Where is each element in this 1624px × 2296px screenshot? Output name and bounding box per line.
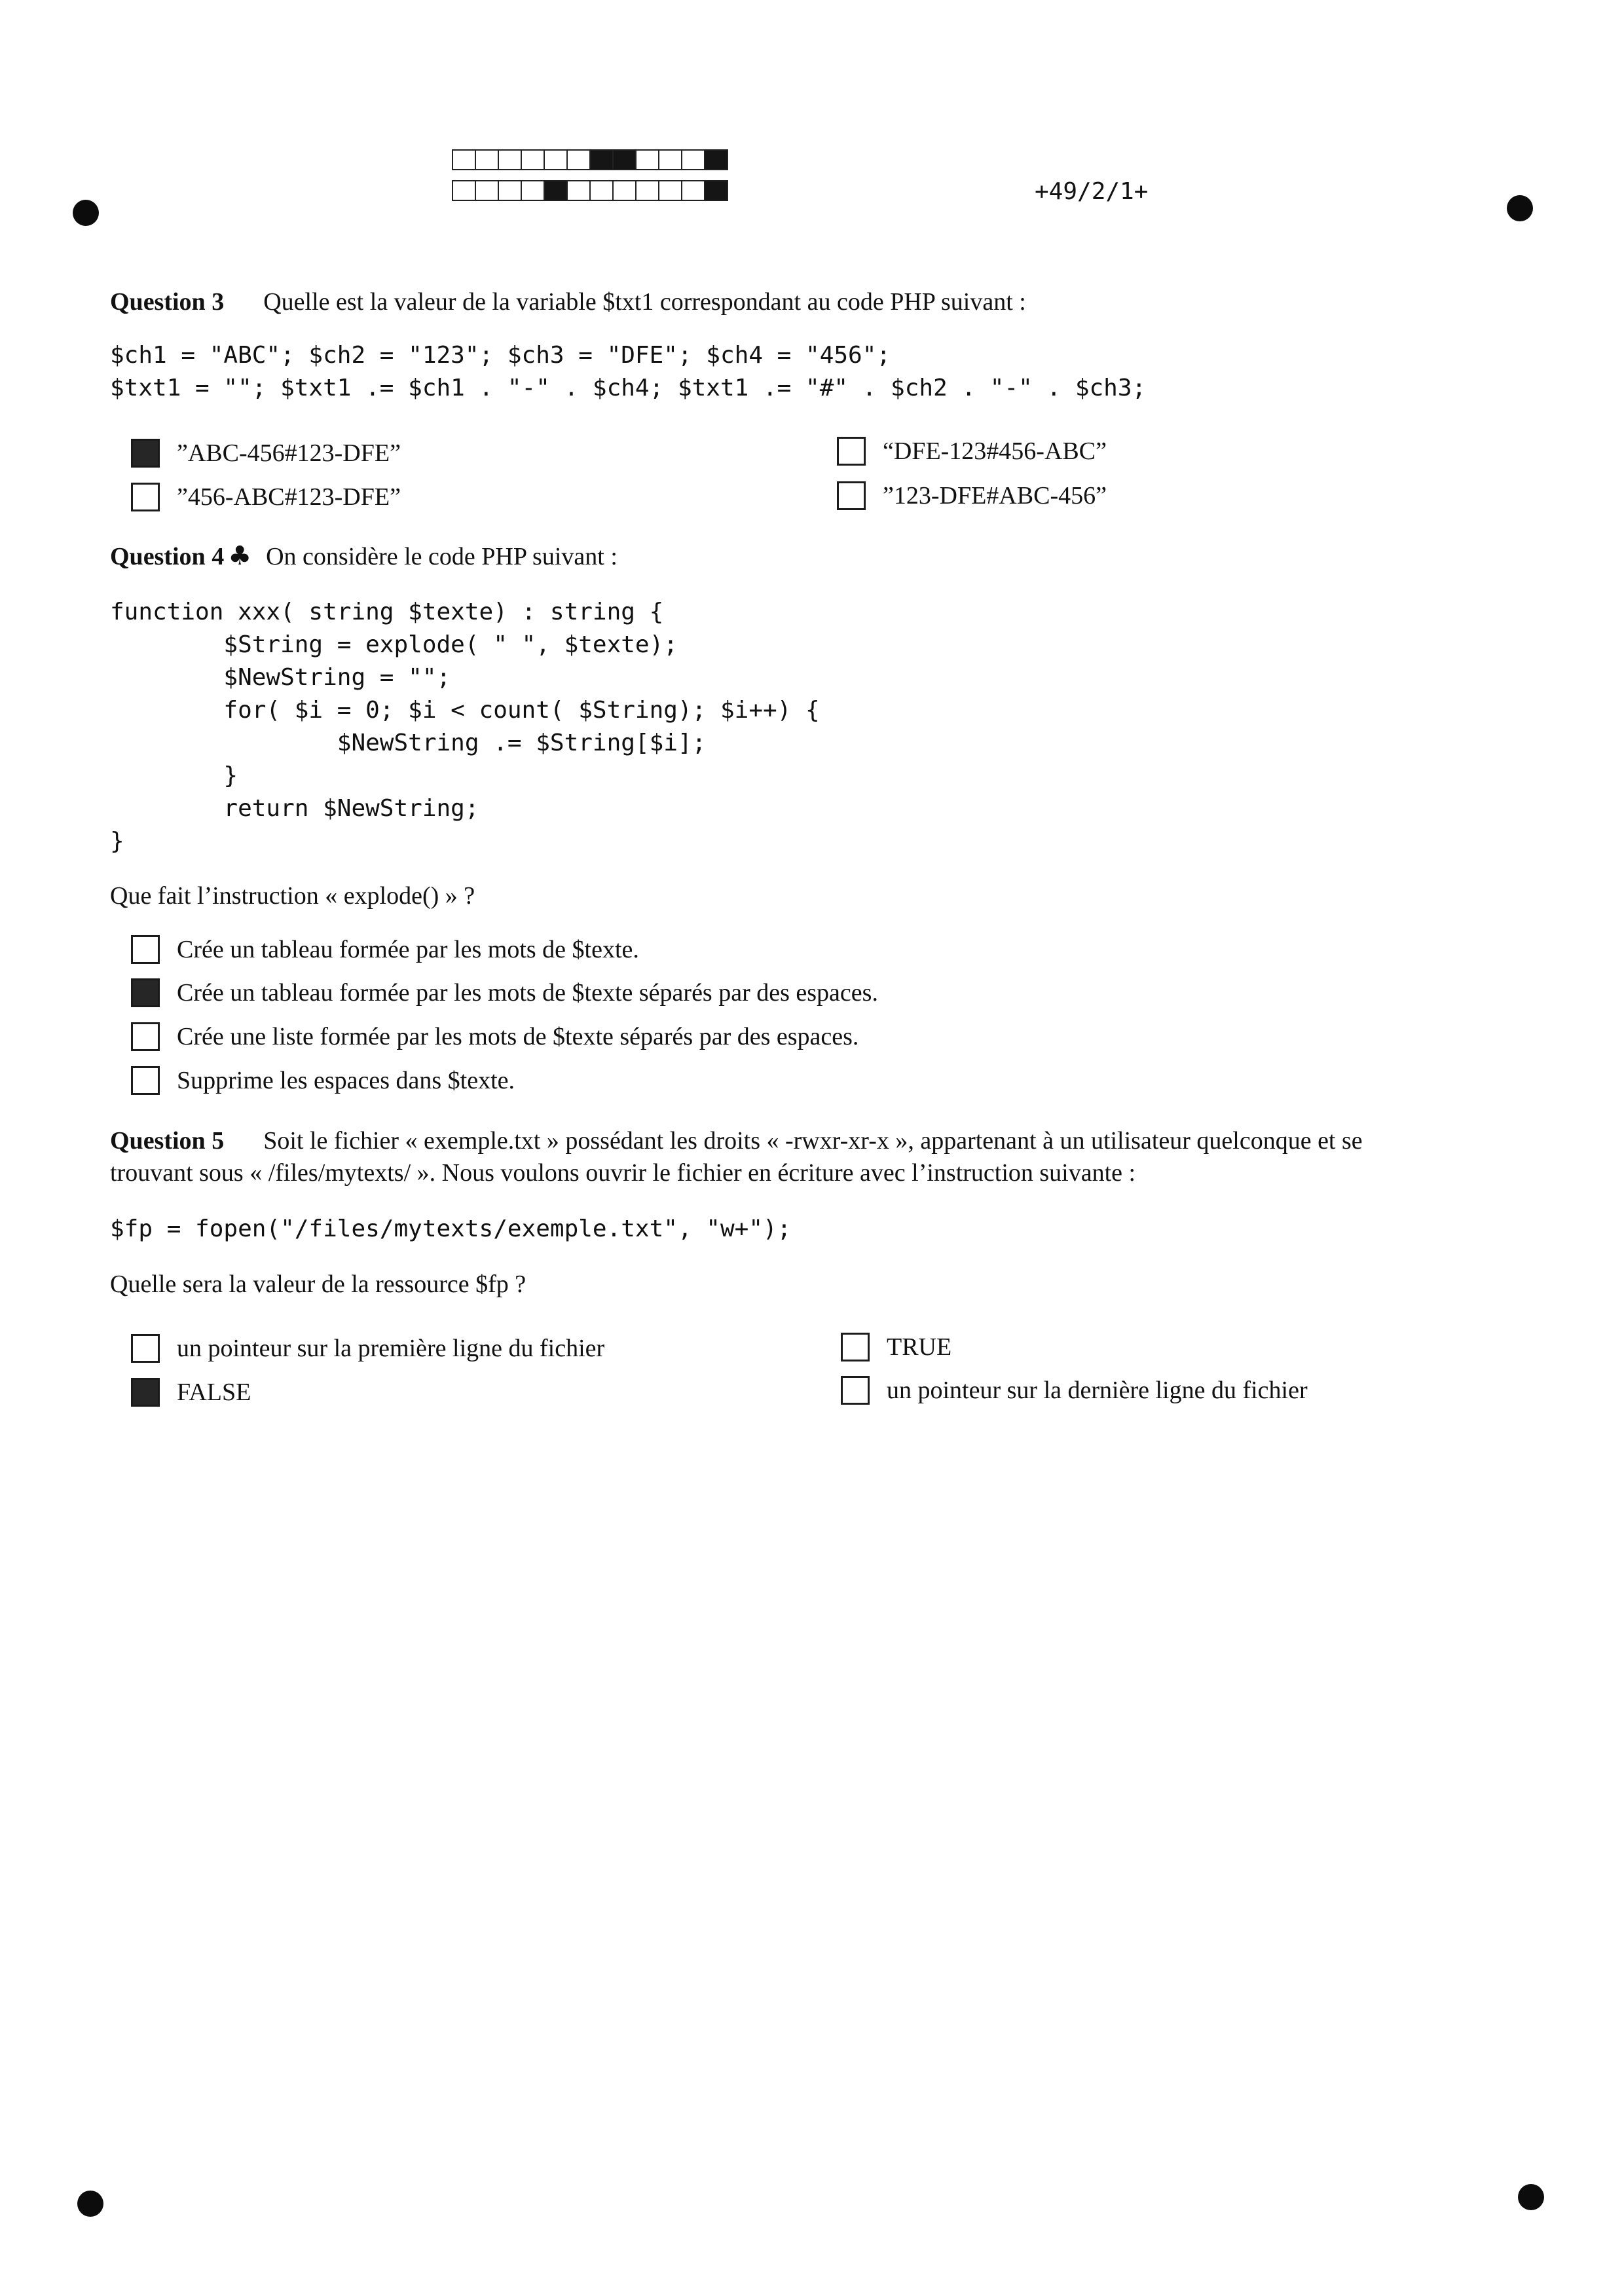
- barcode-cell: [566, 149, 591, 170]
- barcode-cell: [704, 180, 728, 201]
- question-4-code-line-4: for( $i = 0; $i < count( $String); $i++) {: [110, 697, 820, 724]
- question-5-code: $fp = fopen("/files/mytexts/exemple.txt", "w+");: [110, 1215, 792, 1242]
- option-label: un pointeur sur la première ligne du fichier: [177, 1335, 605, 1362]
- option-label: TRUE: [887, 1333, 952, 1361]
- barcode-cell: [544, 180, 568, 201]
- question-4-code-line-5: $NewString .= $String[$i];: [110, 730, 707, 756]
- registration-mark-top-left: [73, 200, 99, 226]
- barcode-cell: [475, 180, 499, 201]
- option-label: ”123-DFE#ABC-456”: [883, 482, 1107, 509]
- barcode-cell: [566, 180, 591, 201]
- question-3-prompt: Quelle est la valeur de la variable $txt1 correspondant au code PHP suivant :: [263, 288, 1026, 316]
- question-3-option-1[interactable]: [131, 439, 401, 468]
- barcode-cell: [658, 180, 682, 201]
- question-3-option-2[interactable]: [131, 483, 401, 511]
- question-4-label: Question 4: [110, 543, 225, 570]
- barcode-cell: [635, 180, 659, 201]
- question-3-code-line-2: $txt1 = ""; $txt1 .= $ch1 . "-" . $ch4; $txt1 .= "#" . $ch2 . "-" . $ch3;: [110, 375, 1147, 401]
- barcode-cell: [521, 149, 545, 170]
- question-4-question: Que fait l’instruction « explode() » ?: [110, 882, 475, 910]
- barcode-cell: [521, 180, 545, 201]
- checkbox[interactable]: [837, 481, 866, 510]
- question-5-question: Quelle sera la valeur de la ressource $fp ?: [110, 1270, 526, 1298]
- question-4-option-4[interactable]: [131, 1066, 515, 1095]
- option-label: ”456-ABC#123-DFE”: [177, 483, 401, 511]
- barcode-cell: [475, 149, 499, 170]
- registration-mark-bottom-left: [77, 2191, 103, 2217]
- page-id: +49/2/1+: [1035, 178, 1149, 205]
- barcode-row-1: [452, 149, 727, 172]
- barcode-row-2: [452, 180, 727, 202]
- barcode-cell: [544, 149, 568, 170]
- question-4-code-line-8: }: [110, 828, 124, 855]
- question-5-option-3[interactable]: [841, 1333, 951, 1361]
- question-3-code-line-1: $ch1 = "ABC"; $ch2 = "123"; $ch3 = "DFE"; $ch4 = "456";: [110, 342, 891, 369]
- barcode-cell: [658, 149, 682, 170]
- checkbox[interactable]: [131, 1022, 160, 1051]
- checkbox[interactable]: [131, 935, 160, 964]
- barcode-cell: [589, 149, 614, 170]
- question-4-code-line-1: function xxx( string $texte) : string {: [110, 599, 664, 625]
- barcode-cell: [612, 180, 637, 201]
- question-5-label: Question 5: [110, 1127, 225, 1155]
- checkbox[interactable]: [841, 1376, 870, 1405]
- option-label: FALSE: [177, 1379, 251, 1406]
- question-4-prompt: On considère le code PHP suivant :: [266, 543, 618, 570]
- question-5-header: [110, 1124, 1363, 1157]
- question-4-header: [110, 540, 618, 573]
- checkbox[interactable]: [131, 439, 160, 468]
- option-label: Crée une liste formée par les mots de $texte séparés par des espaces.: [177, 1023, 859, 1050]
- barcode-cell: [704, 149, 728, 170]
- question-3-option-3[interactable]: [837, 437, 1107, 466]
- question-3-header: [110, 286, 1026, 318]
- question-5-prompt-line-2: trouvant sous « /files/mytexts/ ». Nous voulons ouvrir le fichier en écriture avec l’instruction suivante :: [110, 1159, 1136, 1187]
- question-4-option-2[interactable]: [131, 978, 878, 1007]
- barcode-cell: [681, 149, 705, 170]
- checkbox[interactable]: [131, 483, 160, 511]
- checkbox[interactable]: [131, 1334, 160, 1363]
- question-5-option-2[interactable]: [131, 1378, 251, 1407]
- registration-mark-top-right: [1507, 195, 1533, 221]
- barcode-cell: [498, 149, 522, 170]
- barcode-cell: [452, 180, 476, 201]
- option-label: Crée un tableau formée par les mots de $texte.: [177, 936, 639, 963]
- question-3-option-4[interactable]: [837, 481, 1107, 510]
- question-4-option-1[interactable]: [131, 935, 639, 964]
- question-3-label: Question 3: [110, 288, 225, 316]
- question-5-option-1[interactable]: [131, 1334, 604, 1363]
- barcode-cell: [681, 180, 705, 201]
- question-5-prompt-line-1: Soit le fichier « exemple.txt » possédant les droits « -rwxr-xr-x », appartenant à un utilisateur quelconque et se: [263, 1127, 1363, 1155]
- barcode-cell: [635, 149, 659, 170]
- question-4-code-line-2: $String = explode( " ", $texte);: [110, 631, 678, 658]
- barcode-cell: [612, 149, 637, 170]
- question-4-code-line-3: $NewString = "";: [110, 664, 451, 691]
- club-icon: ♣: [228, 541, 252, 571]
- option-label: ”ABC-456#123-DFE”: [177, 439, 401, 467]
- question-5-option-4[interactable]: [841, 1376, 1308, 1405]
- question-4-option-3[interactable]: [131, 1022, 858, 1051]
- question-4-code-line-6: }: [110, 762, 238, 789]
- registration-mark-bottom-right: [1518, 2184, 1544, 2210]
- barcode-cell: [452, 149, 476, 170]
- barcode-cell: [498, 180, 522, 201]
- checkbox[interactable]: [131, 1066, 160, 1095]
- checkbox[interactable]: [837, 437, 866, 466]
- checkbox[interactable]: [841, 1333, 870, 1361]
- option-label: Supprime les espaces dans $texte.: [177, 1067, 515, 1094]
- option-label: “DFE-123#456-ABC”: [883, 437, 1107, 465]
- checkbox[interactable]: [131, 978, 160, 1007]
- checkbox[interactable]: [131, 1378, 160, 1407]
- option-label: Crée un tableau formée par les mots de $texte séparés par des espaces.: [177, 979, 878, 1007]
- barcode-cell: [589, 180, 614, 201]
- option-label: un pointeur sur la dernière ligne du fichier: [887, 1377, 1308, 1404]
- question-4-code-line-7: return $NewString;: [110, 795, 479, 822]
